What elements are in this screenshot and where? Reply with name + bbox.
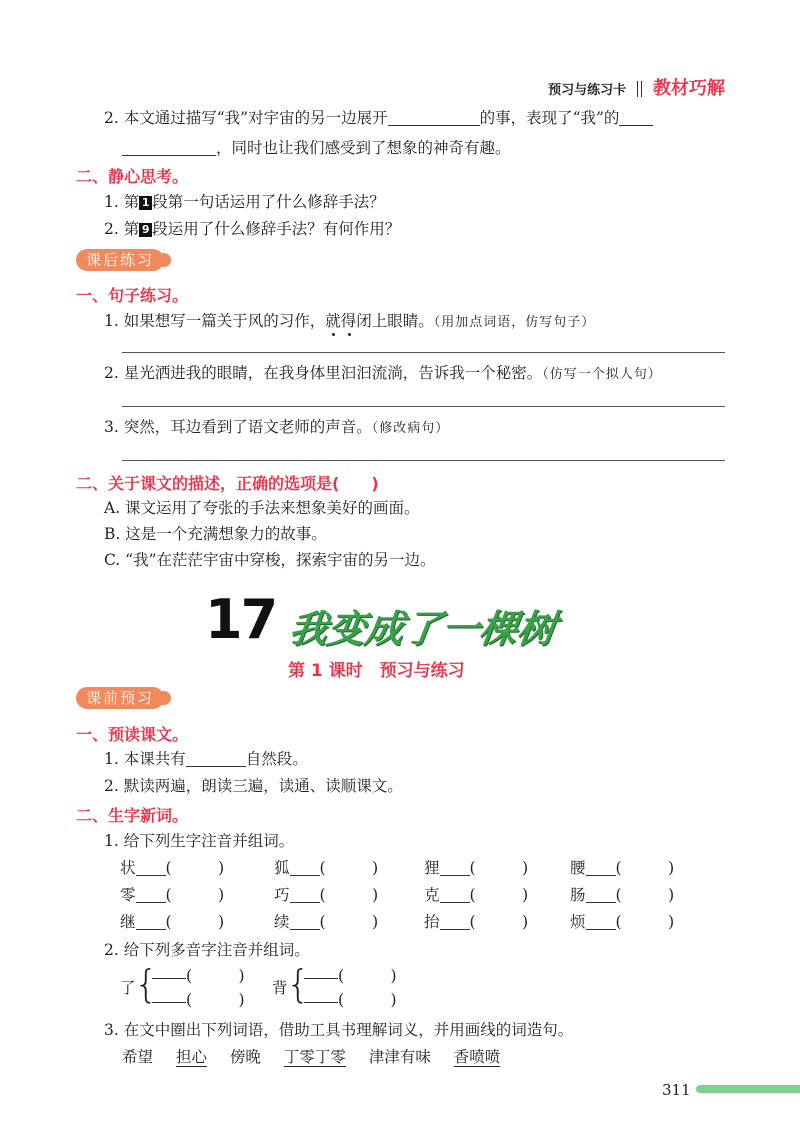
preview-q1: 1. 本课共有 自然段。	[104, 750, 308, 768]
char-text: 状	[120, 859, 136, 877]
answer-blank[interactable]	[304, 1002, 338, 1003]
paren-slot[interactable]: ( )	[165, 913, 225, 931]
char-text: 零	[120, 886, 136, 904]
char-text: 继	[120, 913, 136, 931]
paren-slot: ( )	[186, 991, 245, 1009]
paren-slot: ( )	[338, 967, 397, 985]
sentence-q2: 2. 星光洒进我的眼睛，在我身体里汩汩流淌，告诉我一个秘密。（仿写一个拟人句）	[104, 364, 662, 382]
lesson-number: 17	[205, 588, 277, 651]
char-text: 巧	[274, 886, 290, 904]
answer-blank[interactable]	[619, 110, 653, 127]
paren-slot: ( )	[338, 991, 397, 1009]
answer-blank[interactable]	[152, 1002, 186, 1003]
top-q2-line1: 2. 本文通过描写“我”对宇宙的另一边展开 的事，表现了“我”的	[104, 106, 653, 128]
char-row	[120, 883, 700, 907]
emphasis-char: 就	[325, 312, 341, 330]
answer-blank[interactable]	[186, 751, 246, 768]
answer-blank[interactable]	[152, 978, 186, 979]
polyphone-2	[272, 964, 402, 1008]
answer-line[interactable]	[122, 352, 725, 353]
paren-slot[interactable]: ( )	[469, 886, 529, 904]
option-c[interactable]: C. “我”在茫茫宇宙中穿梭，探索宇宙的另一边。	[104, 551, 436, 569]
task-hint: （修改病句）	[371, 421, 450, 436]
paren-slot[interactable]: ( )	[319, 886, 379, 904]
series-label: 预习与练习卡	[548, 83, 627, 98]
answer-blank[interactable]	[122, 140, 216, 157]
char-item	[274, 910, 378, 932]
char-item	[424, 883, 528, 905]
paren-slot[interactable]: ( )	[615, 859, 675, 877]
header-divider	[637, 81, 642, 97]
paren-slot[interactable]: ( )	[319, 859, 379, 877]
word-item[interactable]: 傍晚	[229, 1048, 261, 1066]
emphasis-char: 得	[340, 312, 357, 330]
char-item	[570, 910, 674, 932]
answer-blank[interactable]	[304, 978, 338, 979]
paragraph-number: 1	[139, 196, 152, 210]
task-hint: （仿写一个拟人句）	[542, 367, 662, 382]
answer-blank[interactable]	[388, 110, 480, 127]
word-item[interactable]: 希望	[122, 1048, 154, 1066]
char-item	[120, 910, 224, 932]
option-a[interactable]: A. 课文运用了夸张的手法来想象美好的画面。	[104, 499, 420, 517]
answer-line[interactable]	[122, 406, 725, 407]
header	[548, 74, 725, 100]
char-item	[570, 856, 674, 878]
char-text: 续	[274, 913, 290, 931]
char-text: 肠	[570, 886, 586, 904]
brace-icon: {	[134, 962, 159, 1006]
paragraph-number: 9	[139, 223, 152, 237]
paren-slot[interactable]: ( )	[319, 913, 379, 931]
think-q1: 1. 第 1 段第一句话运用了什么修辞手法？	[104, 193, 385, 211]
section-heading: 二、静心思考。	[76, 167, 189, 186]
char-text: 腰	[570, 859, 586, 877]
pinyin-blank[interactable]	[136, 914, 166, 931]
char-text: 烦	[570, 913, 586, 931]
top-q2-line2: ，同时也让我们感受到了想象的神奇有趣。	[122, 136, 511, 158]
pinyin-blank[interactable]	[290, 887, 320, 904]
pinyin-blank[interactable]	[586, 860, 616, 877]
pinyin-blank[interactable]	[290, 914, 320, 931]
paren-slot[interactable]: ( )	[165, 859, 225, 877]
polyphone-char: 了	[120, 979, 136, 997]
char-row	[120, 856, 700, 880]
char-text: 克	[424, 886, 440, 904]
pinyin-blank[interactable]	[290, 860, 320, 877]
pinyin-blank[interactable]	[136, 860, 166, 877]
option-b[interactable]: B. 这是一个充满想象力的故事。	[104, 525, 327, 543]
pinyin-blank[interactable]	[440, 860, 470, 877]
char-text: 狸	[424, 859, 440, 877]
after-class-badge: 课后练习	[76, 249, 164, 271]
word-item[interactable]: 丁零丁零	[283, 1048, 346, 1066]
char-item	[120, 856, 224, 878]
answer-line[interactable]	[122, 460, 725, 461]
pinyin-blank[interactable]	[440, 914, 470, 931]
pinyin-blank[interactable]	[586, 914, 616, 931]
preview-q2: 2. 默读两遍，朗读三遍，读通、读顺课文。	[104, 777, 403, 795]
lesson-title: 我变成了一棵树	[286, 607, 559, 651]
word-item[interactable]: 担心	[175, 1048, 207, 1066]
brace-icon: {	[286, 962, 311, 1006]
lesson-subtitle: 第 1 课时 预习与练习	[288, 661, 465, 681]
paren-slot[interactable]: ( )	[615, 886, 675, 904]
paren-slot[interactable]: ( )	[469, 913, 529, 931]
char-item	[274, 856, 378, 878]
paren-slot: ( )	[186, 967, 245, 985]
word-item[interactable]: 香喷喷	[453, 1048, 501, 1066]
char-row	[120, 910, 700, 934]
section-heading: 一、预读课文。	[76, 725, 189, 744]
polyphone-char: 背	[272, 979, 288, 997]
char-text: 狐	[274, 859, 290, 877]
brand-label: 教材巧解	[653, 78, 725, 99]
section-heading: 一、句子练习。	[76, 286, 189, 305]
section-heading: 二、关于课文的描述，正确的选项是( )	[76, 474, 379, 493]
sentence-q3: 3. 突然，耳边看到了语文老师的声音。（修改病句）	[104, 418, 450, 436]
paren-slot[interactable]: ( )	[615, 913, 675, 931]
char-item	[424, 856, 528, 878]
char-item	[120, 883, 224, 905]
char-text: 抬	[424, 913, 440, 931]
polyphone-1	[120, 964, 250, 1008]
pinyin-blank[interactable]	[136, 887, 166, 904]
pinyin-blank[interactable]	[440, 887, 470, 904]
paren-slot[interactable]: ( )	[469, 859, 529, 877]
char-item	[274, 883, 378, 905]
pinyin-blank[interactable]	[586, 887, 616, 904]
footer-bar	[696, 1085, 800, 1093]
word-list	[122, 1045, 500, 1067]
char-item	[570, 883, 674, 905]
words-instruction: 3. 在文中圈出下列词语，借助工具书理解词义，并用画线的词造句。	[104, 1021, 574, 1039]
poly-instruction: 2. 给下列多音字注音并组词。	[104, 941, 310, 959]
section-heading: 二、生字新词。	[76, 806, 189, 825]
preview-badge: 课前预习	[76, 687, 164, 709]
char-item	[424, 910, 528, 932]
think-q2: 2. 第 9 段运用了什么修辞手法？有何作用？	[104, 220, 401, 238]
sentence-q1: 1. 如果想写一篇关于风的习作，就得闭上眼睛。（用加点词语，仿写句子）	[104, 312, 596, 330]
paren-slot[interactable]: ( )	[165, 886, 225, 904]
word-item[interactable]: 津津有味	[368, 1048, 431, 1066]
chars-instruction: 1. 给下列生字注音并组词。	[104, 832, 295, 850]
task-hint: （用加点词语，仿写句子）	[433, 315, 596, 330]
page-number: 311	[662, 1081, 691, 1099]
